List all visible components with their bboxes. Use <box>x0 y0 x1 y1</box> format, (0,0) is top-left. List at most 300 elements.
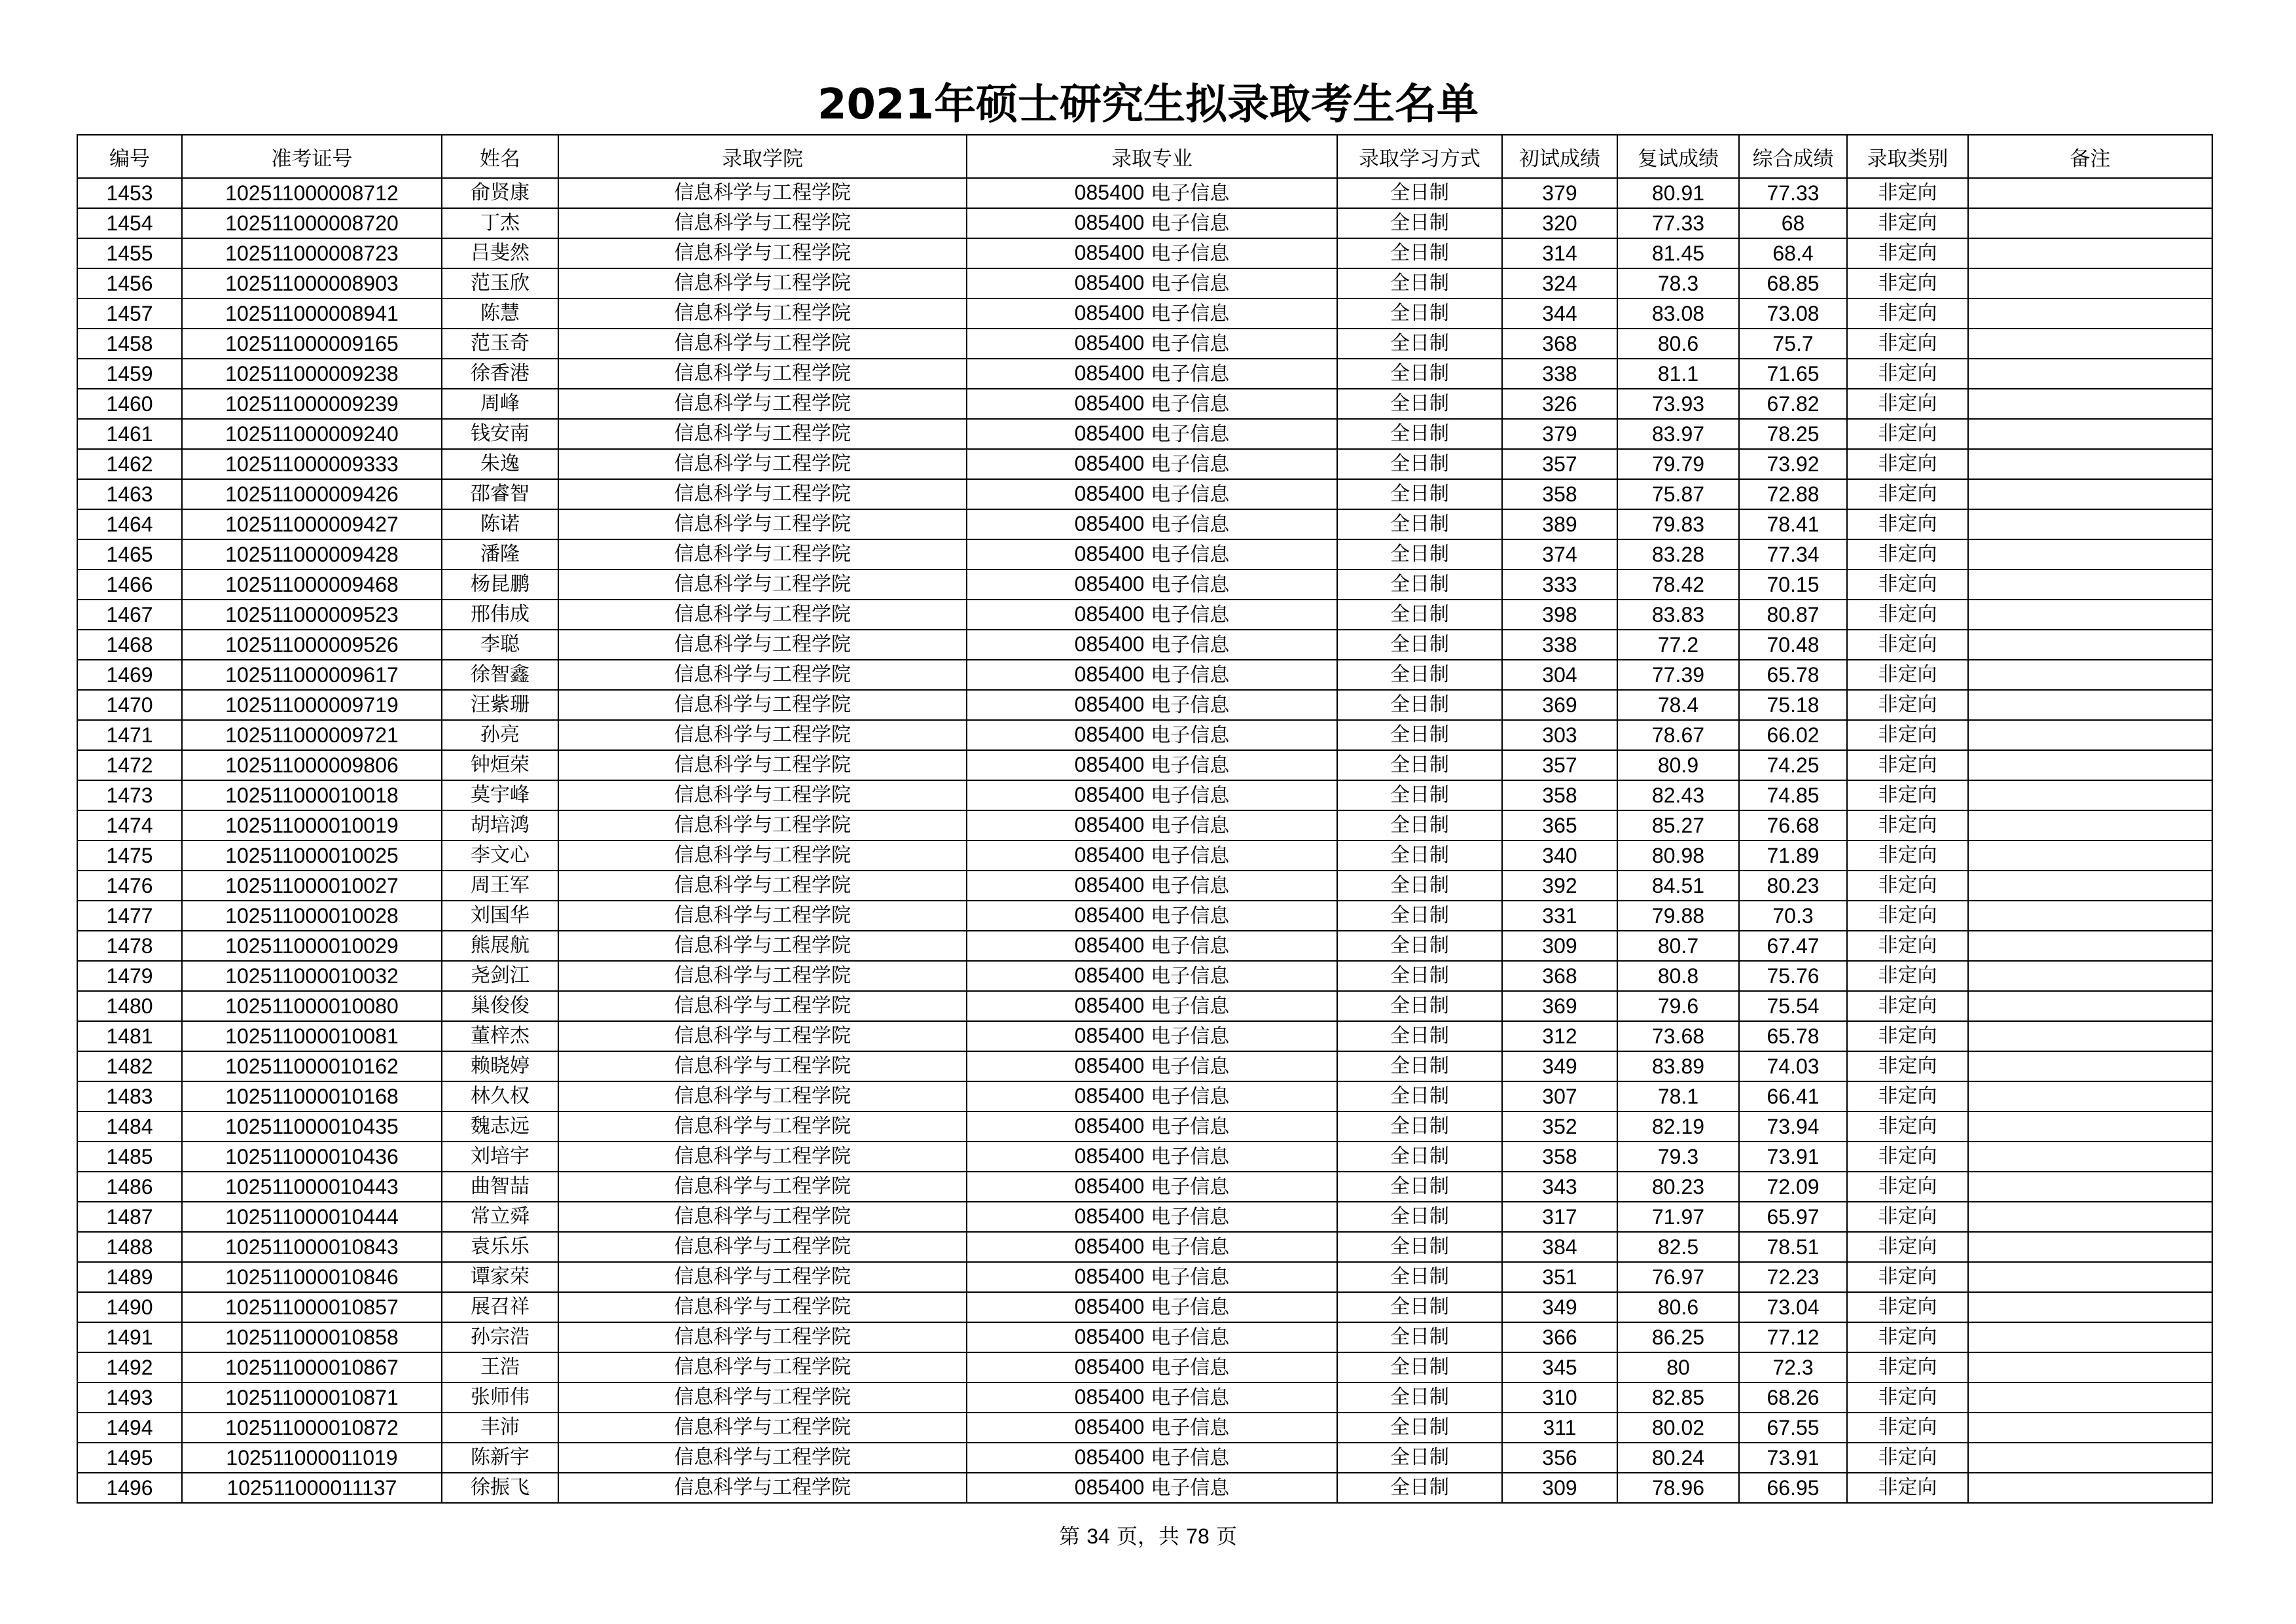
cell-no: 1487 <box>77 1202 182 1232</box>
cell-major <box>967 298 1337 329</box>
cell-college: 信息科学与工程学院 <box>558 1292 967 1322</box>
cell-no: 1494 <box>77 1413 182 1443</box>
cell-study-mode: 全日制 <box>1337 238 1502 268</box>
cell-initial-score: 379 <box>1502 178 1617 208</box>
cell-name: 孙亮 <box>442 720 558 750</box>
cell-college: 信息科学与工程学院 <box>558 871 967 901</box>
cell-name: 谭家荣 <box>442 1262 558 1292</box>
cell-remarks <box>1968 810 2212 840</box>
cell-total-score: 73.94 <box>1739 1111 1847 1142</box>
cell-major <box>967 1473 1337 1503</box>
table-row <box>77 569 2212 600</box>
major-name: 电子信息 <box>1151 1025 1230 1048</box>
cell-name: 徐振飞 <box>442 1473 558 1503</box>
cell-name: 熊展航 <box>442 931 558 961</box>
cell-study-mode: 全日制 <box>1337 419 1502 449</box>
cell-study-mode: 全日制 <box>1337 780 1502 810</box>
cell-remarks <box>1968 298 2212 329</box>
cell-total-score: 72.09 <box>1739 1172 1847 1202</box>
cell-category: 非定向 <box>1847 1352 1968 1382</box>
table-row <box>77 810 2212 840</box>
cell-exam-id: 102511000008712 <box>182 178 442 208</box>
cell-major <box>967 1142 1337 1172</box>
cell-initial-score: 340 <box>1502 840 1617 871</box>
cell-name: 吕斐然 <box>442 238 558 268</box>
cell-initial-score: 368 <box>1502 329 1617 359</box>
cell-total-score: 68 <box>1739 208 1847 238</box>
cell-exam-id: 102511000010018 <box>182 780 442 810</box>
major-name: 电子信息 <box>1151 242 1230 265</box>
cell-major <box>967 840 1337 871</box>
cell-retest-score: 81.45 <box>1617 238 1739 268</box>
major-code: 085400 <box>1074 1174 1145 1198</box>
cell-total-score: 73.91 <box>1739 1443 1847 1473</box>
cell-study-mode: 全日制 <box>1337 178 1502 208</box>
cell-major <box>967 419 1337 449</box>
cell-category: 非定向 <box>1847 1111 1968 1142</box>
major-name: 电子信息 <box>1151 182 1230 205</box>
major-code: 085400 <box>1074 452 1145 475</box>
col-header-name: 姓名 <box>442 135 558 178</box>
col-header-initial-score: 初试成绩 <box>1502 135 1617 178</box>
cell-remarks <box>1968 660 2212 690</box>
cell-retest-score: 82.43 <box>1617 780 1739 810</box>
cell-major <box>967 1232 1337 1262</box>
cell-exam-id: 102511000010168 <box>182 1081 442 1111</box>
major-code: 085400 <box>1074 1114 1145 1138</box>
cell-name: 范玉欣 <box>442 268 558 298</box>
cell-total-score: 75.54 <box>1739 991 1847 1021</box>
cell-remarks <box>1968 329 2212 359</box>
major-name: 电子信息 <box>1151 1477 1230 1500</box>
cell-major <box>967 750 1337 780</box>
cell-major <box>967 720 1337 750</box>
cell-no: 1475 <box>77 840 182 871</box>
cell-study-mode: 全日制 <box>1337 1413 1502 1443</box>
cell-major <box>967 1081 1337 1111</box>
cell-name: 张师伟 <box>442 1382 558 1413</box>
cell-study-mode: 全日制 <box>1337 449 1502 479</box>
cell-study-mode: 全日制 <box>1337 810 1502 840</box>
cell-exam-id: 102511000009427 <box>182 509 442 539</box>
cell-no: 1463 <box>77 479 182 509</box>
major-code: 085400 <box>1074 241 1145 264</box>
cell-total-score: 72.3 <box>1739 1352 1847 1382</box>
major-code: 085400 <box>1074 783 1145 806</box>
cell-initial-score: 309 <box>1502 931 1617 961</box>
cell-category: 非定向 <box>1847 660 1968 690</box>
cell-college: 信息科学与工程学院 <box>558 178 967 208</box>
cell-retest-score: 82.19 <box>1617 1111 1739 1142</box>
cell-study-mode: 全日制 <box>1337 1352 1502 1382</box>
cell-category: 非定向 <box>1847 1051 1968 1081</box>
col-header-retest-score: 复试成绩 <box>1617 135 1739 178</box>
major-name: 电子信息 <box>1151 573 1230 596</box>
cell-initial-score: 358 <box>1502 1142 1617 1172</box>
col-header-no: 编号 <box>77 135 182 178</box>
cell-no: 1461 <box>77 419 182 449</box>
major-name: 电子信息 <box>1151 604 1230 626</box>
cell-college: 信息科学与工程学院 <box>558 419 967 449</box>
col-header-exam-id: 准考证号 <box>182 135 442 178</box>
major-code: 085400 <box>1074 1265 1145 1288</box>
cell-college: 信息科学与工程学院 <box>558 208 967 238</box>
cell-initial-score: 326 <box>1502 389 1617 419</box>
cell-initial-score: 314 <box>1502 238 1617 268</box>
cell-total-score: 67.47 <box>1739 931 1847 961</box>
major-name: 电子信息 <box>1151 754 1230 777</box>
major-name: 电子信息 <box>1151 1206 1230 1229</box>
cell-initial-score: 320 <box>1502 208 1617 238</box>
major-name: 电子信息 <box>1151 965 1230 988</box>
cell-name: 钱安南 <box>442 419 558 449</box>
cell-retest-score: 80 <box>1617 1352 1739 1382</box>
cell-category: 非定向 <box>1847 419 1968 449</box>
cell-remarks <box>1968 1322 2212 1352</box>
cell-major <box>967 901 1337 931</box>
table-row <box>77 871 2212 901</box>
cell-study-mode: 全日制 <box>1337 750 1502 780</box>
page-footer <box>0 1520 2296 1550</box>
cell-college: 信息科学与工程学院 <box>558 780 967 810</box>
cell-exam-id: 102511000010843 <box>182 1232 442 1262</box>
cell-no: 1459 <box>77 359 182 389</box>
cell-initial-score: 369 <box>1502 991 1617 1021</box>
cell-total-score: 77.12 <box>1739 1322 1847 1352</box>
cell-remarks <box>1968 509 2212 539</box>
cell-exam-id: 102511000010162 <box>182 1051 442 1081</box>
major-name: 电子信息 <box>1151 1266 1230 1289</box>
cell-exam-id: 102511000009240 <box>182 419 442 449</box>
cell-total-score: 68.4 <box>1739 238 1847 268</box>
cell-major <box>967 449 1337 479</box>
cell-no: 1464 <box>77 509 182 539</box>
cell-remarks <box>1968 268 2212 298</box>
cell-total-score: 71.89 <box>1739 840 1847 871</box>
cell-initial-score: 365 <box>1502 810 1617 840</box>
table-row <box>77 1142 2212 1172</box>
cell-study-mode: 全日制 <box>1337 1051 1502 1081</box>
cell-remarks <box>1968 1142 2212 1172</box>
cell-category: 非定向 <box>1847 1473 1968 1503</box>
cell-retest-score: 80.91 <box>1617 178 1739 208</box>
cell-college: 信息科学与工程学院 <box>558 1111 967 1142</box>
table-row <box>77 268 2212 298</box>
cell-exam-id: 102511000008941 <box>182 298 442 329</box>
cell-initial-score: 312 <box>1502 1021 1617 1051</box>
cell-remarks <box>1968 1352 2212 1382</box>
cell-study-mode: 全日制 <box>1337 991 1502 1021</box>
cell-no: 1456 <box>77 268 182 298</box>
cell-major <box>967 1322 1337 1352</box>
cell-category: 非定向 <box>1847 931 1968 961</box>
cell-initial-score: 392 <box>1502 871 1617 901</box>
cell-remarks <box>1968 840 2212 871</box>
cell-category: 非定向 <box>1847 1202 1968 1232</box>
cell-exam-id: 102511000010032 <box>182 961 442 991</box>
table-row <box>77 329 2212 359</box>
cell-category: 非定向 <box>1847 1443 1968 1473</box>
cell-college: 信息科学与工程学院 <box>558 901 967 931</box>
cell-retest-score: 81.1 <box>1617 359 1739 389</box>
cell-major <box>967 208 1337 238</box>
cell-name: 丰沛 <box>442 1413 558 1443</box>
cell-major <box>967 178 1337 208</box>
cell-major <box>967 268 1337 298</box>
cell-no: 1466 <box>77 569 182 600</box>
major-code: 085400 <box>1074 482 1145 505</box>
cell-initial-score: 349 <box>1502 1292 1617 1322</box>
cell-name: 常立舜 <box>442 1202 558 1232</box>
cell-college: 信息科学与工程学院 <box>558 1081 967 1111</box>
cell-category: 非定向 <box>1847 780 1968 810</box>
cell-retest-score: 76.97 <box>1617 1262 1739 1292</box>
cell-retest-score: 84.51 <box>1617 871 1739 901</box>
cell-major <box>967 359 1337 389</box>
cell-retest-score: 86.25 <box>1617 1322 1739 1352</box>
cell-remarks <box>1968 630 2212 660</box>
cell-remarks <box>1968 1081 2212 1111</box>
cell-name: 李聪 <box>442 630 558 660</box>
cell-retest-score: 77.2 <box>1617 630 1739 660</box>
cell-college: 信息科学与工程学院 <box>558 1172 967 1202</box>
cell-exam-id: 102511000010872 <box>182 1413 442 1443</box>
major-code: 085400 <box>1074 391 1145 415</box>
major-name: 电子信息 <box>1151 634 1230 657</box>
cell-major <box>967 1202 1337 1232</box>
cell-total-score: 78.25 <box>1739 419 1847 449</box>
major-name: 电子信息 <box>1151 844 1230 867</box>
cell-study-mode: 全日制 <box>1337 1111 1502 1142</box>
cell-total-score: 66.41 <box>1739 1081 1847 1111</box>
cell-category: 非定向 <box>1847 810 1968 840</box>
cell-no: 1488 <box>77 1232 182 1262</box>
major-code: 085400 <box>1074 542 1145 566</box>
major-code: 085400 <box>1074 1385 1145 1409</box>
table-row <box>77 1292 2212 1322</box>
cell-name: 王浩 <box>442 1352 558 1382</box>
cell-no: 1472 <box>77 750 182 780</box>
cell-study-mode: 全日制 <box>1337 208 1502 238</box>
cell-name: 董梓杰 <box>442 1021 558 1051</box>
cell-retest-score: 80.6 <box>1617 1292 1739 1322</box>
cell-no: 1493 <box>77 1382 182 1413</box>
cell-college: 信息科学与工程学院 <box>558 539 967 569</box>
cell-no: 1453 <box>77 178 182 208</box>
cell-initial-score: 331 <box>1502 901 1617 931</box>
cell-no: 1455 <box>77 238 182 268</box>
cell-total-score: 67.82 <box>1739 389 1847 419</box>
cell-retest-score: 77.33 <box>1617 208 1739 238</box>
cell-college: 信息科学与工程学院 <box>558 690 967 720</box>
cell-remarks <box>1968 178 2212 208</box>
major-code: 085400 <box>1074 964 1145 987</box>
cell-category: 非定向 <box>1847 750 1968 780</box>
cell-study-mode: 全日制 <box>1337 1262 1502 1292</box>
cell-study-mode: 全日制 <box>1337 1232 1502 1262</box>
cell-total-score: 78.41 <box>1739 509 1847 539</box>
major-name: 电子信息 <box>1151 1176 1230 1199</box>
cell-major <box>967 660 1337 690</box>
cell-college: 信息科学与工程学院 <box>558 268 967 298</box>
major-code: 085400 <box>1074 1084 1145 1108</box>
cell-initial-score: 310 <box>1502 1382 1617 1413</box>
major-name: 电子信息 <box>1151 483 1230 506</box>
major-code: 085400 <box>1074 662 1145 686</box>
major-code: 085400 <box>1074 331 1145 355</box>
major-code: 085400 <box>1074 512 1145 535</box>
major-code: 085400 <box>1074 602 1145 626</box>
cell-name: 刘国华 <box>442 901 558 931</box>
major-code: 085400 <box>1074 1144 1145 1168</box>
cell-college: 信息科学与工程学院 <box>558 1382 967 1413</box>
cell-college: 信息科学与工程学院 <box>558 1232 967 1262</box>
cell-category: 非定向 <box>1847 720 1968 750</box>
cell-major <box>967 991 1337 1021</box>
cell-no: 1477 <box>77 901 182 931</box>
cell-college: 信息科学与工程学院 <box>558 1142 967 1172</box>
cell-initial-score: 389 <box>1502 509 1617 539</box>
cell-remarks <box>1968 1172 2212 1202</box>
cell-major <box>967 539 1337 569</box>
cell-initial-score: 357 <box>1502 449 1617 479</box>
cell-category: 非定向 <box>1847 1322 1968 1352</box>
cell-college: 信息科学与工程学院 <box>558 630 967 660</box>
cell-remarks <box>1968 419 2212 449</box>
cell-exam-id: 102511000010444 <box>182 1202 442 1232</box>
cell-no: 1471 <box>77 720 182 750</box>
major-code: 085400 <box>1074 1415 1145 1439</box>
cell-total-score: 74.25 <box>1739 750 1847 780</box>
cell-category: 非定向 <box>1847 1232 1968 1262</box>
cell-remarks <box>1968 720 2212 750</box>
cell-no: 1470 <box>77 690 182 720</box>
cell-exam-id: 102511000009238 <box>182 359 442 389</box>
cell-retest-score: 83.28 <box>1617 539 1739 569</box>
major-name: 电子信息 <box>1151 1356 1230 1379</box>
cell-college: 信息科学与工程学院 <box>558 961 967 991</box>
cell-college: 信息科学与工程学院 <box>558 1322 967 1352</box>
cell-total-score: 73.04 <box>1739 1292 1847 1322</box>
cell-total-score: 65.97 <box>1739 1202 1847 1232</box>
major-name: 电子信息 <box>1151 1296 1230 1319</box>
table-row <box>77 1172 2212 1202</box>
cell-exam-id: 102511000009617 <box>182 660 442 690</box>
cell-no: 1485 <box>77 1142 182 1172</box>
cell-exam-id: 102511000011019 <box>182 1443 442 1473</box>
cell-remarks <box>1968 1111 2212 1142</box>
cell-remarks <box>1968 1382 2212 1413</box>
cell-total-score: 68.26 <box>1739 1382 1847 1413</box>
table-row <box>77 1202 2212 1232</box>
cell-remarks <box>1968 359 2212 389</box>
major-name: 电子信息 <box>1151 212 1230 235</box>
cell-no: 1458 <box>77 329 182 359</box>
cell-major <box>967 389 1337 419</box>
major-code: 085400 <box>1074 1024 1145 1047</box>
cell-category: 非定向 <box>1847 359 1968 389</box>
cell-major <box>967 600 1337 630</box>
cell-major <box>967 1262 1337 1292</box>
cell-initial-score: 345 <box>1502 1352 1617 1382</box>
major-code: 085400 <box>1074 1475 1145 1499</box>
cell-remarks <box>1968 600 2212 630</box>
table-row <box>77 449 2212 479</box>
cell-exam-id: 102511000010027 <box>182 871 442 901</box>
cell-major <box>967 238 1337 268</box>
cell-college: 信息科学与工程学院 <box>558 1021 967 1051</box>
cell-total-score: 80.87 <box>1739 600 1847 630</box>
cell-total-score: 65.78 <box>1739 1021 1847 1051</box>
cell-category: 非定向 <box>1847 630 1968 660</box>
major-code: 085400 <box>1074 753 1145 776</box>
cell-initial-score: 304 <box>1502 660 1617 690</box>
major-name: 电子信息 <box>1151 1085 1230 1108</box>
cell-college: 信息科学与工程学院 <box>558 1473 967 1503</box>
major-name: 电子信息 <box>1151 814 1230 837</box>
cell-remarks <box>1968 1443 2212 1473</box>
cell-retest-score: 83.97 <box>1617 419 1739 449</box>
table-row <box>77 1021 2212 1051</box>
cell-study-mode: 全日制 <box>1337 1081 1502 1111</box>
cell-no: 1469 <box>77 660 182 690</box>
footer-total-pages: 78 <box>1186 1525 1210 1548</box>
cell-exam-id: 102511000010080 <box>182 991 442 1021</box>
cell-study-mode: 全日制 <box>1337 871 1502 901</box>
cell-initial-score: 368 <box>1502 961 1617 991</box>
major-code: 085400 <box>1074 994 1145 1017</box>
table-row <box>77 1352 2212 1382</box>
major-name: 电子信息 <box>1151 875 1230 897</box>
cell-exam-id: 102511000009468 <box>182 569 442 600</box>
cell-initial-score: 351 <box>1502 1262 1617 1292</box>
cell-major <box>967 1292 1337 1322</box>
cell-no: 1457 <box>77 298 182 329</box>
cell-college: 信息科学与工程学院 <box>558 720 967 750</box>
major-code: 085400 <box>1074 1204 1145 1228</box>
footer-prefix: 第 <box>1059 1524 1081 1549</box>
major-name: 电子信息 <box>1151 664 1230 687</box>
cell-no: 1476 <box>77 871 182 901</box>
major-name: 电子信息 <box>1151 423 1230 446</box>
cell-college: 信息科学与工程学院 <box>558 600 967 630</box>
cell-major <box>967 1413 1337 1443</box>
cell-no: 1467 <box>77 600 182 630</box>
cell-no: 1465 <box>77 539 182 569</box>
cell-initial-score: 333 <box>1502 569 1617 600</box>
cell-exam-id: 102511000010858 <box>182 1322 442 1352</box>
cell-no: 1460 <box>77 389 182 419</box>
table-row <box>77 630 2212 660</box>
cell-remarks <box>1968 1473 2212 1503</box>
cell-college: 信息科学与工程学院 <box>558 298 967 329</box>
cell-category: 非定向 <box>1847 329 1968 359</box>
cell-study-mode: 全日制 <box>1337 1021 1502 1051</box>
cell-major <box>967 1382 1337 1413</box>
cell-study-mode: 全日制 <box>1337 539 1502 569</box>
cell-category: 非定向 <box>1847 840 1968 871</box>
cell-exam-id: 102511000008723 <box>182 238 442 268</box>
cell-name: 尧剑江 <box>442 961 558 991</box>
cell-college: 信息科学与工程学院 <box>558 509 967 539</box>
cell-no: 1479 <box>77 961 182 991</box>
major-name: 电子信息 <box>1151 1416 1230 1439</box>
cell-retest-score: 83.08 <box>1617 298 1739 329</box>
major-name: 电子信息 <box>1151 784 1230 807</box>
major-code: 085400 <box>1074 873 1145 897</box>
table-row <box>77 359 2212 389</box>
cell-college: 信息科学与工程学院 <box>558 1352 967 1382</box>
